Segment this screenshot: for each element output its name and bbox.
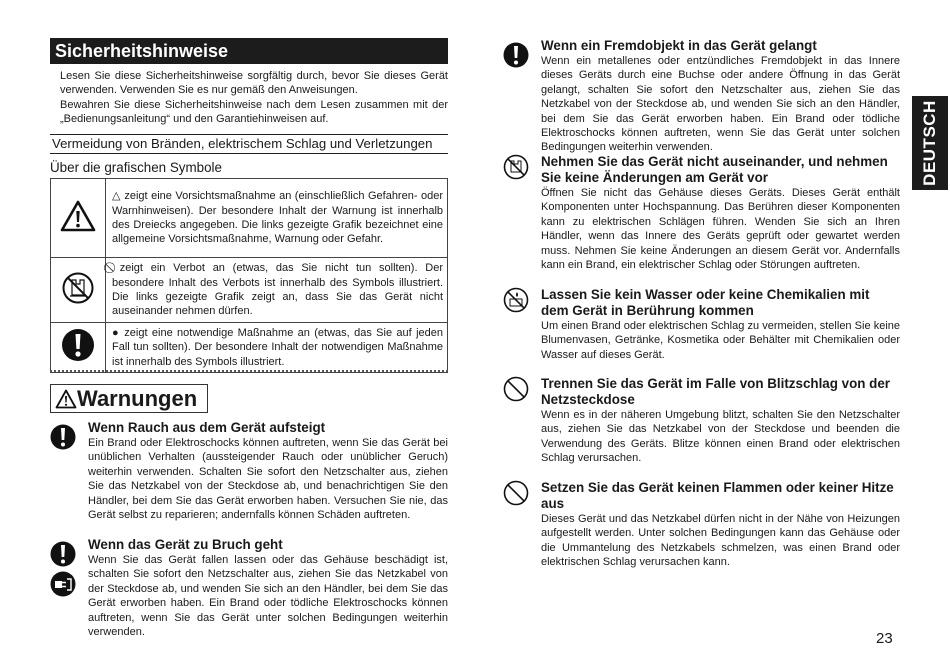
warning-item <box>503 287 900 362</box>
divider <box>50 370 448 372</box>
item-text: Ein Brand oder Elektroschocks können auftreten, wenn Sie das Gerät bei unüblichen Verhalten (aussteigender Rauch oder unüblicher Geruch) weiterhin verwenden. Schalten Sie sofort den Netzschalter aus, ziehen Sie das Netzkabel von der Steckdose ab, und benachrichtigen Sie den Händler, bei dem Sie das Gerät erworben haben. Versuchen Sie nie, das Gerät selbst zu reparieren; andernfalls können Schäden auftreten. <box>88 437 448 522</box>
item-title: Wenn Rauch aus dem Gerät aufsteigt <box>88 420 326 435</box>
item-text: Wenn Sie das Gerät fallen lassen oder das Gehäuse beschädigt ist, schalten Sie sofort den Netzschalter aus, ziehen Sie das Netzkabel von der Steckdose ab, und wenden Sie sich an den Händler, bei dem Sie das Gerät erworben haben. Ein Brand oder tödliche Elektroschocks können auftreten, wenn Sie das Gerät unter solchen Bedingungen weiterhin verwenden. <box>88 554 448 639</box>
warning-item <box>503 376 900 466</box>
no-disassemble-icon <box>503 154 529 180</box>
warning-item <box>503 38 900 155</box>
symbol-description: ⃠ zeigt ein Verbot an (etwas, das Sie nicht tun sollten). Der besondere Inhalt des Verbots ist innerhalb des Symbols illustriert. Die links gezeigte Grafik zeigt an, dass Sie das Gerät nicht auseinander nehmen dürfen. <box>106 258 448 323</box>
warning-item <box>503 480 900 570</box>
intro-paragraph-1: Lesen Sie diese Sicherheitshinweise sorgfältig durch, bevor Sie dieses Gerät verwenden. Verwenden Sie es nur gemäß den Anweisungen. <box>60 70 448 97</box>
mandatory-action-icon <box>50 422 76 452</box>
symbols-heading: Über die grafischen Symbole <box>50 160 222 175</box>
no-disassemble-icon <box>51 258 106 323</box>
language-tab-label: DEUTSCH <box>920 100 939 186</box>
subheading: Vermeidung von Bränden, elektrischem Schlag und Verletzungen <box>50 134 448 154</box>
page-number: 23 <box>876 630 893 647</box>
no-water-icon <box>503 287 529 313</box>
caution-triangle-icon <box>51 179 106 258</box>
mandatory-action-icon <box>51 323 106 373</box>
item-text: Wenn es in der näheren Umgebung blitzt, schalten Sie den Netzschalter aus, ziehen Sie das Netzkabel von der Steckdose und beenden die Verwendung des Geräts. Blitze können einen Brand oder elektrischen Schlag verursachen. <box>541 409 900 465</box>
mandatory-action-icon <box>503 40 529 70</box>
warning-item <box>50 537 448 639</box>
item-title: Trennen Sie das Gerät im Falle von Blitzschlag von der Netzsteckdose <box>541 376 890 407</box>
prohibition-icon <box>503 376 529 402</box>
warnings-heading <box>50 384 208 413</box>
intro-text <box>60 69 448 126</box>
symbol-description: ● zeigt eine notwendige Maßnahme an (etwas, das Sie auf jeden Fall tun sollten). Der besondere Inhalt der notwendigen Maßnahme ist innerhalb des Symbols illustriert. <box>106 323 448 373</box>
section-title: Sicherheitshinweise <box>50 38 448 64</box>
warnings-title: Warnungen <box>77 386 198 411</box>
language-tab <box>912 96 948 190</box>
item-text: Wenn ein metallenes oder entzündliches Fremdobjekt in das Innere dieses Geräts durch eine Buchse oder andere Öffnung in das Gerät gelangt, schalten Sie sofort den Netzschalter aus, ziehen Sie das Netzkabel von der Steckdose ab, und wenden Sie sich an den Händler, bei dem Sie das Gerät erworben haben. Ein Brand oder tödliche Elektroschocks können auftreten, wenn Sie das Gerät unter solchen Bedingungen weiterhin verwenden. <box>541 55 900 154</box>
intro-paragraph-2: Bewahren Sie diese Sicherheitshinweise nach dem Lesen zusammen mit der „Bedienungsanleitung“ und den Garantiehinweisen auf. <box>60 98 448 125</box>
warning-item <box>50 420 448 522</box>
item-text: Um einen Brand oder elektrischen Schlag zu vermeiden, stellen Sie keine Blumenvasen, Getränke, Kosmetika oder Behälter mit Chemikalien oder Wasser auf dieses Gerät. <box>541 320 900 361</box>
item-title: Wenn das Gerät zu Bruch geht <box>88 537 283 552</box>
symbols-table <box>50 178 448 373</box>
table-row <box>51 179 448 258</box>
item-title: Lassen Sie kein Wasser oder keine Chemikalien mit dem Gerät in Berührung kommen <box>541 287 870 318</box>
item-title: Wenn ein Fremdobjekt in das Gerät gelangt <box>541 38 817 53</box>
unplug-icon <box>50 571 76 597</box>
prohibition-icon <box>503 480 529 506</box>
item-title: Setzen Sie das Gerät keinen Flammen oder keiner Hitze aus <box>541 480 894 511</box>
item-text: Dieses Gerät und das Netzkabel dürfen nicht in der Nähe von Heizungen aufgestellt werden. Unter solchen Bedingungen kann das Gehäuse oder die Ummantelung des Netzkabels schmelzen, was einen Brand oder elektrischen Schlag verursachen kann. <box>541 513 900 569</box>
mandatory-action-icon <box>50 539 76 569</box>
symbol-description: △ zeigt eine Vorsichtsmaßnahme an (einschließlich Gefahren- oder Warnhinweisen). Der besondere Inhalt der Warnung ist innerhalb des Dreiecks angegeben. Die links gezeigte Grafik bezeichnet eine allgemeine Vorsichtsmaßnahme, Warnung oder Gefahr. <box>106 179 448 258</box>
warning-triangle-icon <box>55 389 77 409</box>
item-title: Nehmen Sie das Gerät nicht auseinander, und nehmen Sie keine Änderungen am Gerät vor <box>541 154 888 185</box>
table-row <box>51 258 448 323</box>
warning-item <box>503 154 900 272</box>
item-text: Öffnen Sie nicht das Gehäuse dieses Geräts. Dieses Gerät enthält Komponenten unter Hochspannung. Das Berühren dieser Komponenten kann zu elektrischen Schlägen führen. Wenden Sie sich an Ihren Händler, wenn das Innere des Geräts geprüft oder gewartet werden muss. Nehmen Sie keine Änderungen an diesem Gerät vor. Andernfalls kann ein Brand, ein elektrischer Schlag oder Störungen auftreten. <box>541 187 900 272</box>
table-row <box>51 323 448 373</box>
